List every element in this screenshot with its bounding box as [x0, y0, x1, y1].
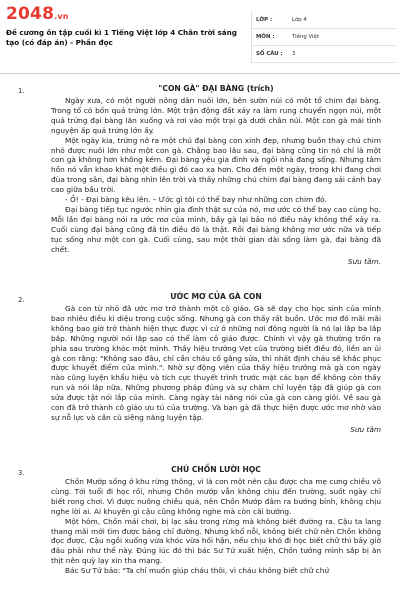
story-body: [51, 304, 381, 423]
story-paragraph: Một ngày kia, trứng nở ra một chú đại bàng con xinh đẹp, nhưng buồn thay chú chim nhỏ được nuôi lớn như một con gà. Chẳng bao lâu sau, đại bàng cũng tin nó chỉ là một con gà không hơn không kém. Đại bàng yêu gia đình và ngôi nhà đang sống. Nhưng tâm hồn nó vẫn khao khát một điều gì đó cao xa hơn. Cho đến một ngày, trong khi đang chơi đùa trong sân, đại bàng nhìn lên trời và thấy những chú chim đại bàng đang sải cánh bay cao giữa bầu trời.: [51, 135, 381, 195]
logo-suffix: .vn: [54, 12, 69, 21]
question-number: 3.: [18, 469, 25, 477]
meta-key: LỚP :: [256, 17, 273, 23]
question-number: 2.: [18, 296, 25, 304]
meta-value: 3: [292, 51, 296, 57]
meta-value: Lớp 4: [292, 17, 307, 23]
meta-key: SỐ CÂU :: [256, 51, 283, 57]
meta-key: MÔN :: [256, 34, 275, 40]
site-logo[interactable]: [6, 4, 69, 24]
story-3: [51, 465, 381, 576]
header-divider: [0, 73, 400, 74]
meta-row-count: [252, 46, 396, 63]
story-title: "CON GÀ" ĐẠI BÀNG (trích): [158, 84, 274, 93]
story-title: CHÚ CHỒN LƯỜI HỌC: [171, 465, 261, 474]
meta-row-grade: [252, 12, 396, 29]
story-paragraph: - Ồ! - Đại bàng kêu lên. – Ước gì tôi có thể bay như những con chim đó.: [65, 195, 327, 205]
story-1: [51, 84, 381, 267]
story-paragraph: Bác Sư Tử bảo: "Ta chỉ muốn giúp cháu thôi, vì cháu không biết chữ chứ: [65, 566, 330, 576]
document-header: [0, 0, 400, 62]
story-paragraph: Đại bàng tiếp tục ngước nhìn gia đình thật sự của nó, mơ ước có thể bay cao cùng họ. Mỗi lần đại bàng nói ra ước mơ của mình, bầy gà lại bảo nó điều này không thể xảy ra. Cuối cùng đại bàng cũng đã tin điều đó là thật. Rồi đại bàng không mơ ước nữa và tiếp tục sống như một con gà. Cuối cùng, sau một thời gian dài sống làm gà, đại bàng đã chết.: [51, 204, 381, 254]
logo-text: 2048: [6, 4, 55, 24]
story-title: ƯỚC MƠ CỦA GÀ CON: [170, 292, 262, 301]
story-paragraph: Một hôm, Chồn mải chơi, bị lạc sâu trong rừng mà không biết đường ra. Cậu ta lang thang mãi mới tìm được bảng chỉ đường. Nhưng khổ nỗi, không biết chữ nên Chồn không đọc được. Cậu ngồi xuống vừa khóc vừa hối hận, nếu chịu khó đi học biết chữ thì bây giờ đâu phải như thế này. Đúng lúc đó thì bác Sư Tử xuất hiện, Chồn tưởng mình sắp bị ăn thịt nên quỳ lạy xin tha mạng.: [51, 516, 381, 566]
question-number: 1.: [18, 87, 25, 95]
story-source: Sưu tầm: [350, 424, 381, 434]
story-paragraph: Chồn Mướp sống ở khu rừng thông, vì là con một nên cậu được cha mẹ cưng chiều vô cùng. Tới tuổi đi học rồi, nhưng Chồn mướp vẫn không chịu đến trường, suốt ngày chỉ biết rong chơi. Vì được nuông chiều quá, nên Chồn Mướp đâm ra bướng bỉnh, không chịu nghe lời ai. Ai khuyên gì cậu cũng không nghe mà còn cãi bướng.: [51, 477, 381, 516]
story-2: [51, 292, 381, 435]
story-paragraph: Gà con từ nhỏ đã ước mơ trở thành một cô giáo. Gà sẽ dạy cho học sinh của mình bao nhiêu điều kì diệu trong cuộc sống. Nhưng gà con thấy rất buồn. Ước mơ đó mãi mãi không bao giờ trở thành hiện thực được vì cứ ở những nơi đông người là nó lại lắp ba lắp bắp. Những người nói lắp sao có thể làm cô giáo được. Chính vì vậy gà thường trốn ra phía sau trường khóc một mình. Thầy hiệu trưởng Vẹt của trường biết điều đó, liền an ủi gà con rằng: "Không sao đâu, chỉ cần cháu cố gắng sửa, thì nhất định cháu sẽ khắc phục được khuyết điểm của mình.". Nhờ sự động viên của thầy hiệu trưởng mà gà con ngày nào cũng luyện khẩu hiệu và tích cực thuyết trình trước mặt các bạn để không còn thấy run và nói lắp nữa. Những phương pháp đúng và sự chăm chỉ luyện tập đã giúp gà con sửa được tật nói lắp của mình. Càng ngày tài năng nói của gà con càng giỏi. Về sau gà con đã trở thành cô giáo ưu tú của trường. Và bạn gà đã thực hiện được ước mơ nhờ vào sự nỗ lực và cần cù siêng năng luyện tập.: [51, 304, 381, 422]
story-body: [51, 96, 381, 255]
meta-table: [251, 12, 396, 63]
meta-value: Tiếng Việt: [292, 34, 319, 40]
meta-row-subject: [252, 29, 396, 46]
story-source: Sưu tầm.: [347, 256, 381, 266]
document-title: Đề cương ôn tập cuối kì 1 Tiếng Việt lớp 4 Chân trời sáng tạo (có đáp án) - Phần đọc: [6, 28, 237, 47]
story-paragraph: Ngày xưa, có một người nông dân nuôi lớn, bên sườn núi có một tổ chim đại bàng. Trong tổ có bốn quả trứng lớn. Một trận động đất xảy ra làm rung chuyển ngọn núi, một quả trứng đại bàng lăn xuống và rơi vào một trại gà dưới chân núi. Một con gà mái tình nguyện ấp quả trứng lớn ấy.: [51, 96, 381, 135]
story-body: [51, 477, 381, 576]
